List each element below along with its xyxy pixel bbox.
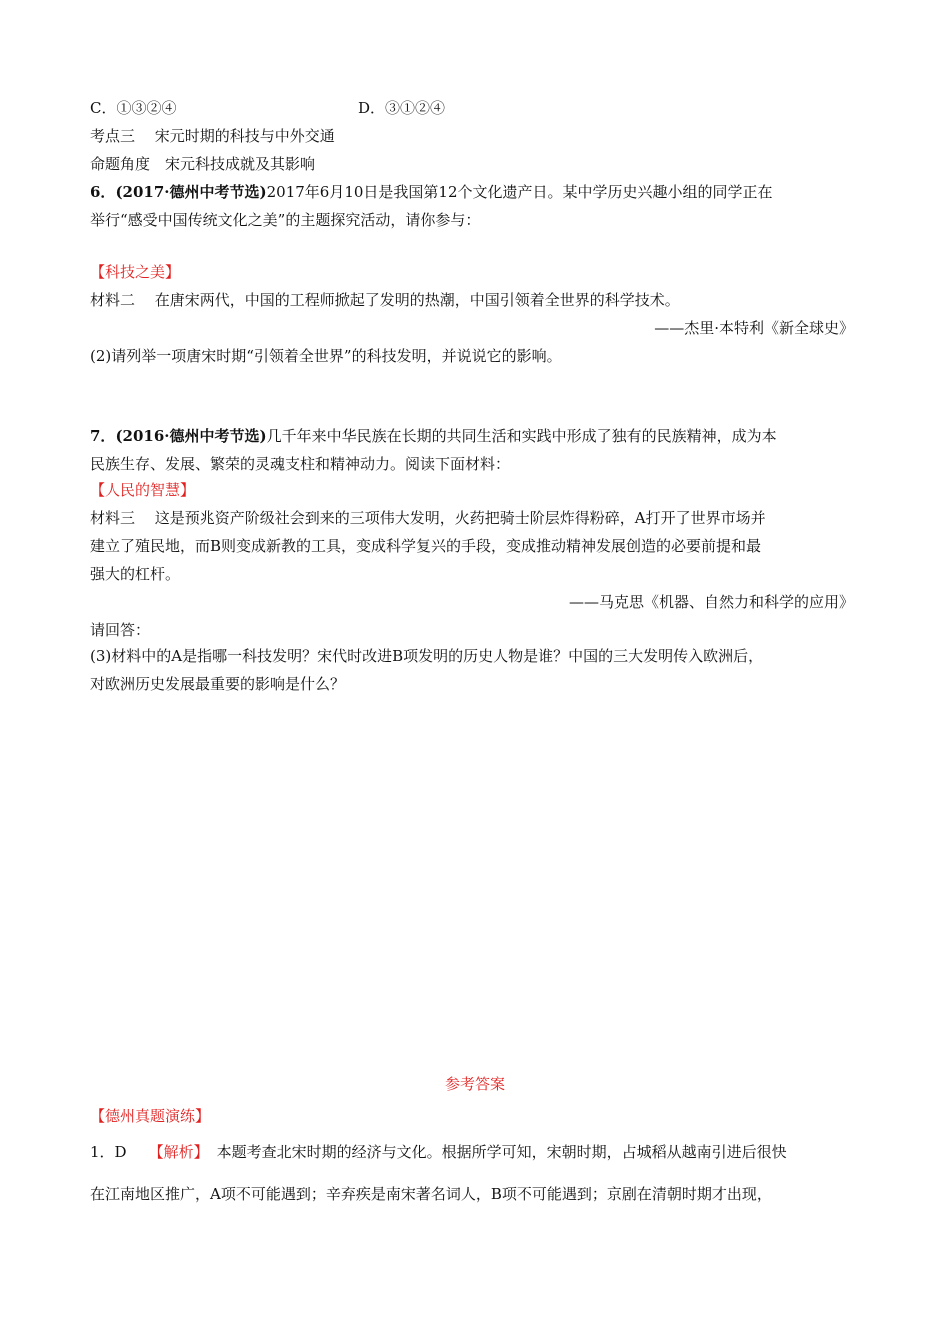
- q7-line2: 民族生存、发展、繁荣的灵魂支柱和精神动力。阅读下面材料：: [90, 455, 511, 473]
- q6-attribution: ——杰里·本特利《新全球史》: [654, 319, 854, 337]
- angle-heading: 命题角度 宋元科技成就及其影响: [90, 155, 316, 173]
- q6-stem-1: 2017年6月10日是我国第12个文化遗产日。某中学历史兴趣小组的同学正在: [266, 183, 773, 201]
- option-c: C．①③②④: [90, 99, 177, 117]
- q6-number: 6．: [90, 183, 116, 201]
- q7-question-1: (3)材料中的A是指哪一科技发明？宋代时改进B项发明的历史人物是谁？中国的三大发明传入欧洲后，: [90, 647, 764, 665]
- q7-attribution: ——马克思《机器、自然力和科学的应用》: [568, 593, 854, 611]
- answer-1-line2: 在江南地区推广，A项不可能遇到；辛弃疾是南宋著名词人，B项不可能遇到；京剧在清朝时期才出现，: [90, 1185, 772, 1203]
- answers-tag: 【德州真题演练】: [90, 1107, 211, 1125]
- q6-source: (2017·德州中考节选): [115, 183, 267, 201]
- q7-source: (2016·德州中考节选): [115, 427, 267, 445]
- q6-line1: [90, 182, 773, 202]
- answer-1-line1: [90, 1142, 787, 1162]
- q7-tag: 【人民的智慧】: [90, 481, 196, 499]
- q7-question-2: 对欧洲历史发展最重要的影响是什么？: [90, 675, 346, 693]
- q7-line1: [90, 426, 777, 446]
- option-d: D．③①②④: [358, 99, 446, 117]
- kaodian-heading: 考点三 宋元时期的科技与中外交通: [90, 127, 335, 145]
- q7-number: 7．: [90, 427, 116, 445]
- q7-material-2: 建立了殖民地，而B则变成新教的工具，变成科学复兴的手段，变成推动精神发展创造的必要前提和最: [90, 537, 762, 555]
- q7-stem-1: 几千年来中华民族在长期的共同生活和实践中形成了独有的民族精神，成为本: [266, 427, 777, 445]
- q6-question: (2)请列举一项唐宋时期“引领着全世界”的科技发明，并说说它的影响。: [90, 347, 562, 365]
- answer-1-text-1: 本题考查北宋时期的经济与文化。根据所学可知，宋朝时期，占城稻从越南引进后很快: [216, 1143, 787, 1161]
- q7-prompt: 请回答：: [90, 621, 151, 639]
- q7-material-3: 强大的杠杆。: [90, 565, 181, 583]
- answer-1-number: 1．D: [90, 1143, 127, 1161]
- q6-tag: 【科技之美】: [90, 263, 181, 281]
- answer-1-analysis-tag: 【解析】: [148, 1143, 209, 1161]
- q6-line2: 举行“感受中国传统文化之美”的主题探究活动，请你参与：: [90, 211, 481, 229]
- q7-material-1: 材料三 这是预兆资产阶级社会到来的三项伟大发明，火药把骑士阶层炸得粉碎，A打开了世界市场并: [90, 509, 766, 527]
- answers-title: 参考答案: [444, 1075, 505, 1093]
- q6-material: 材料二 在唐宋两代，中国的工程师掀起了发明的热潮，中国引领着全世界的科学技术。: [90, 291, 680, 309]
